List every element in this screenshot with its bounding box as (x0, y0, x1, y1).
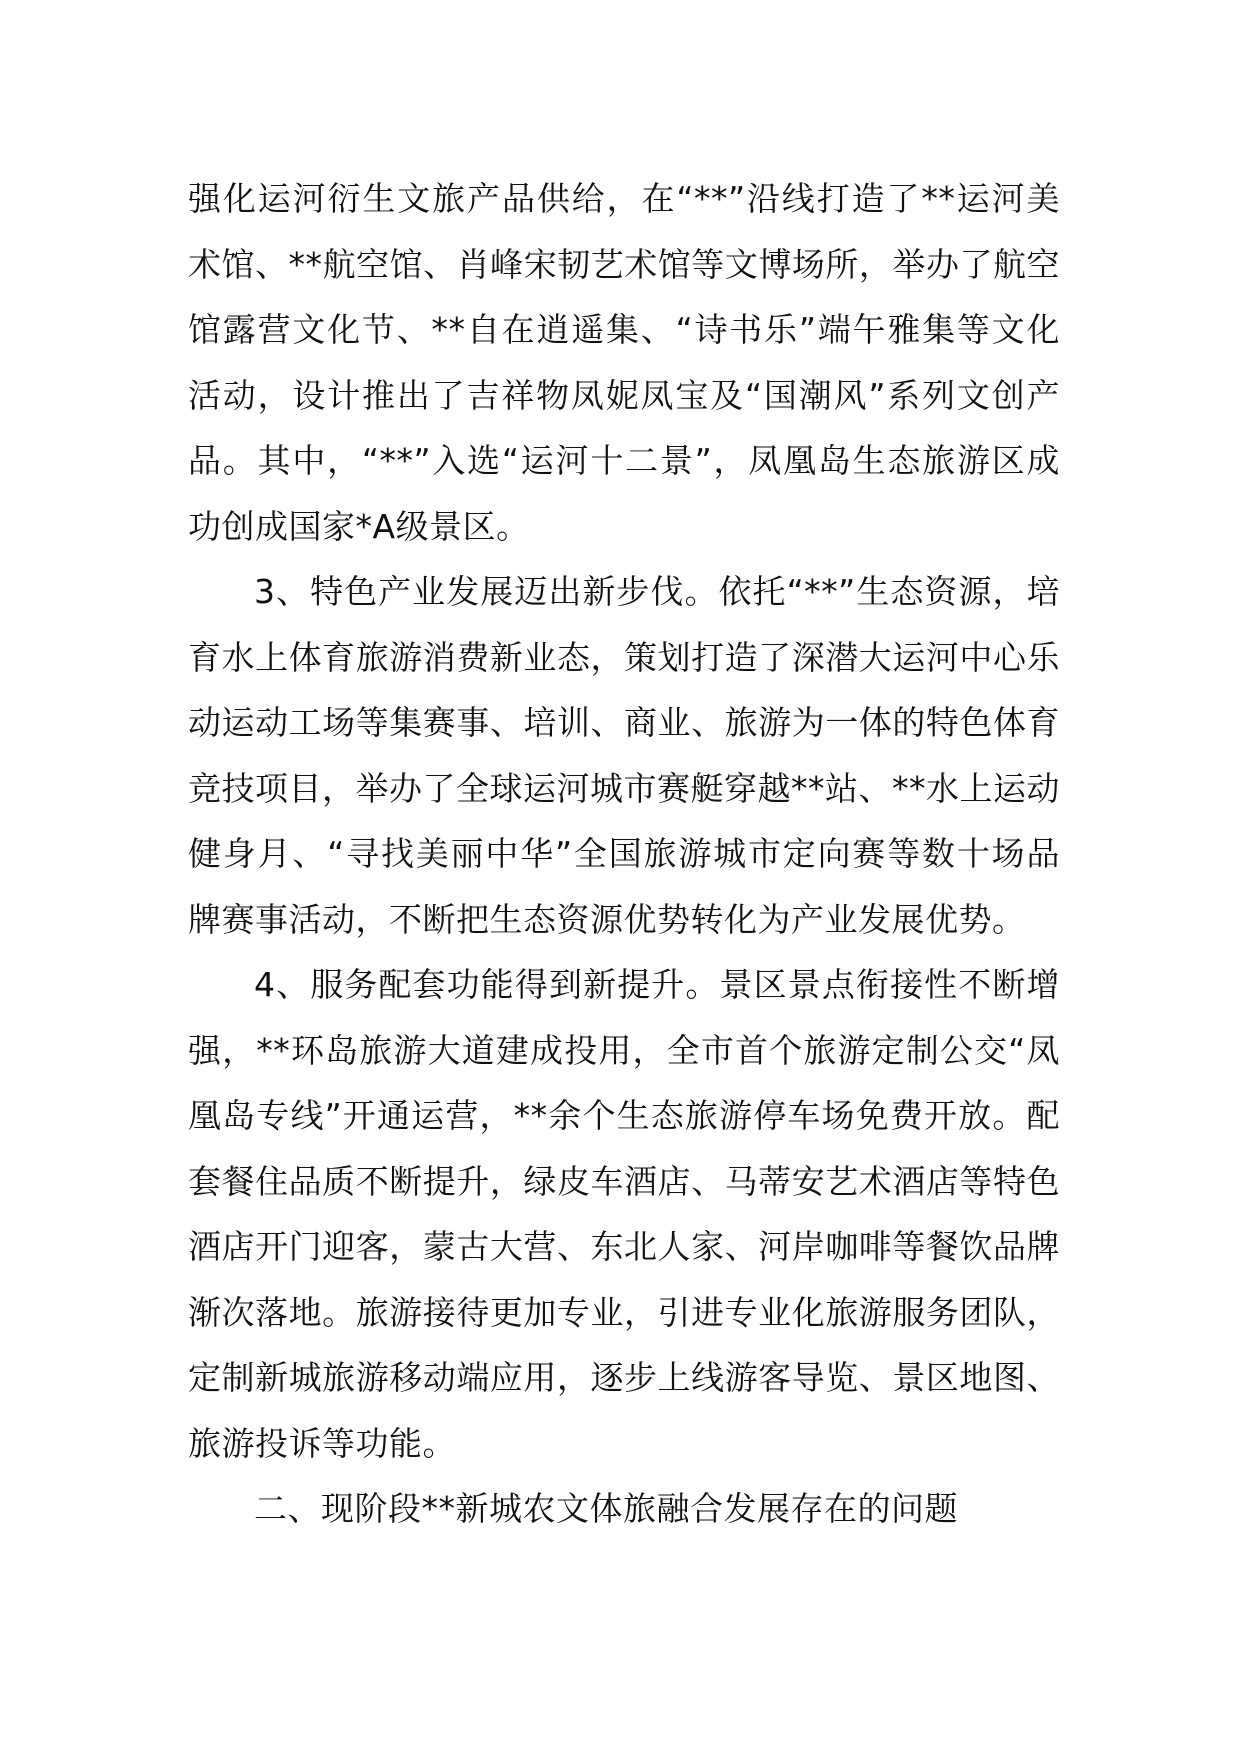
paragraph-item-3: 3、特色产业发展迈出新步伐。依托“**”生态资源，培育水上体育旅游消费新业态，策划打造了深潜大运河中心乐动运动工场等集赛事、培训、商业、旅游为一体的特色体育竞技项目，举办了全球运河城市赛艇穿越**站、**水上运动健身月、“寻找美丽中华”全国旅游城市定向赛等数十场品牌赛事活动，不断把生态资源优势转化为产业发展优势。 (188, 572, 1060, 939)
paragraph-continuation: 强化运河衍生文旅产品供给，在“**”沿线打造了**运河美术馆、**航空馆、肖峰宋韧艺术馆等文博场所，举办了航空馆露营文化节、**自在逍遥集、“诗书乐”端午雅集等文化活动，设计推出了吉祥物凤妮凤宝及“国潮风”系列文创产品。其中，“**”入选“运河十二景”，凤凰岛生态旅游区成功创成国家*A级景区。 (188, 179, 1060, 546)
paragraph-item-4: 4、服务配套功能得到新提升。景区景点衔接性不断增强，**环岛旅游大道建成投用，全市首个旅游定制公交“凤凰岛专线”开通运营，**余个生态旅游停车场免费开放。配套餐住品质不断提升，绿皮车酒店、马蒂安艺术酒店等特色酒店开门迎客，蒙古大营、东北人家、河岸咖啡等餐饮品牌渐次落地。旅游接待更加专业，引进专业化旅游服务团队，定制新城旅游移动端应用，逐步上线游客导览、景区地图、旅游投诉等功能。 (188, 965, 1060, 1463)
document-body (188, 166, 1060, 1542)
section-heading: 二、现阶段**新城农文体旅融合发展存在的问题 (254, 1489, 958, 1528)
